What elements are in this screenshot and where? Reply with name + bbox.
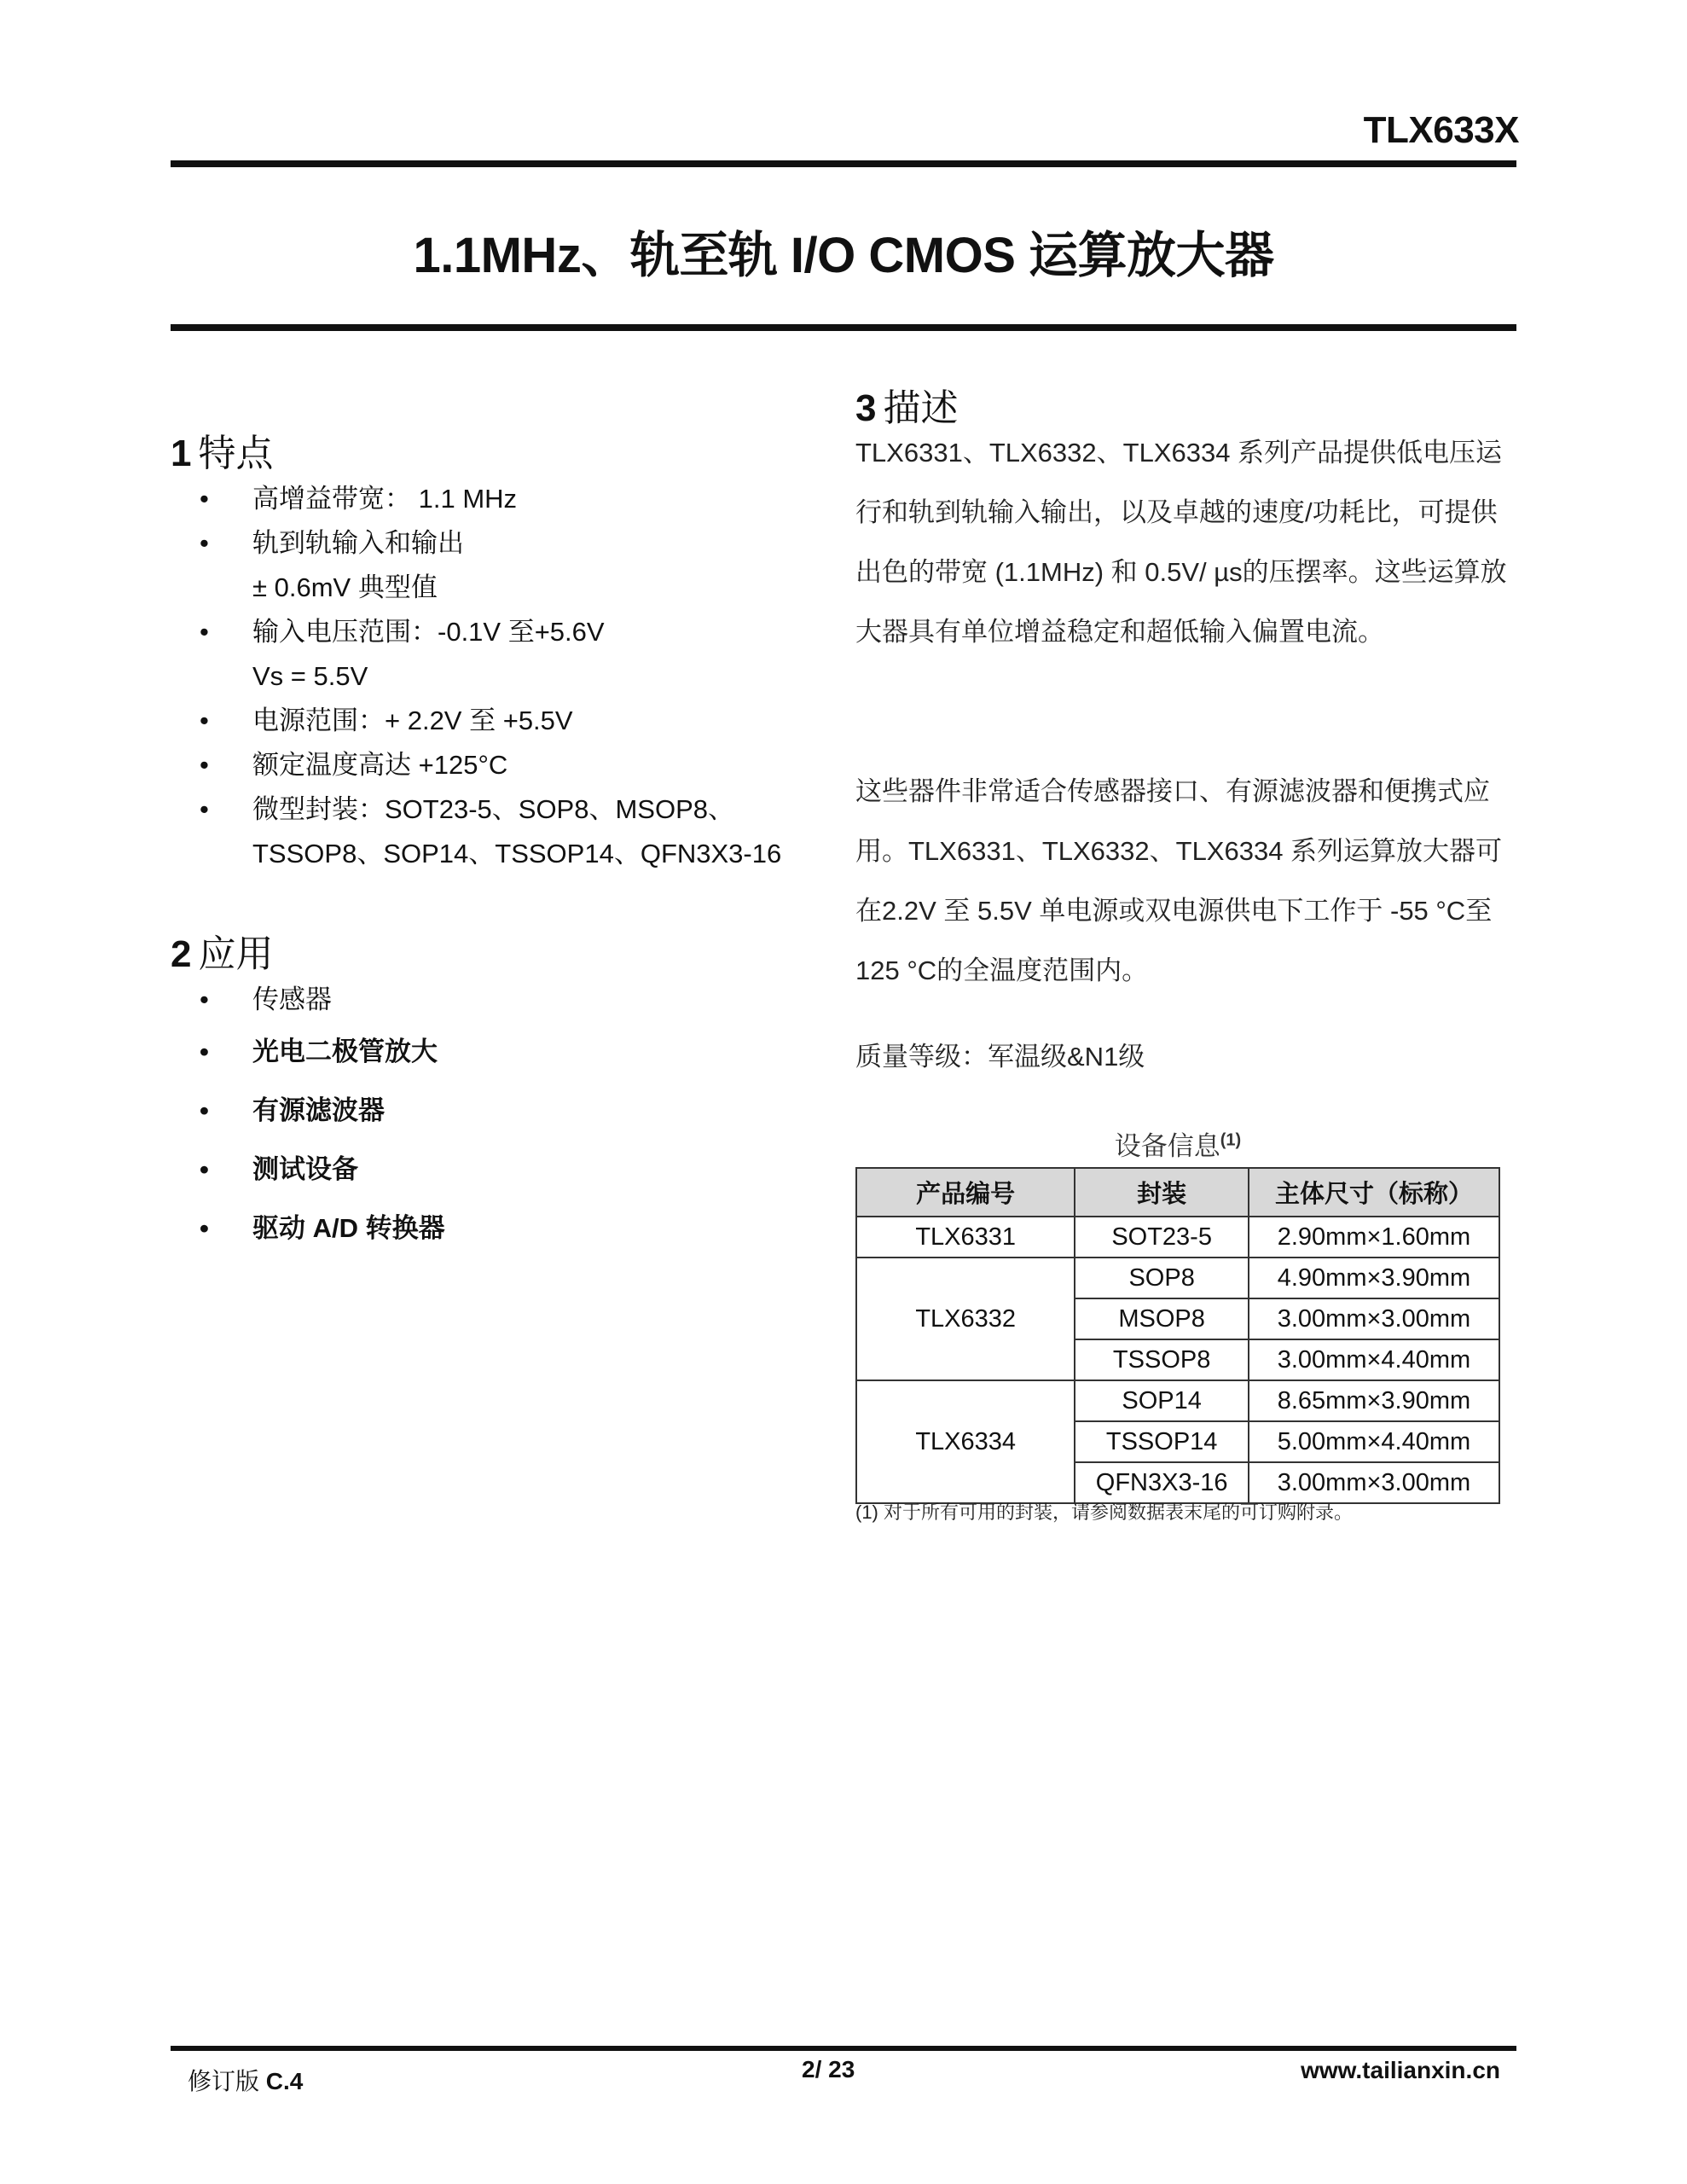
size-cell: 2.90mm×1.60mm (1249, 1217, 1499, 1258)
footer-rule (171, 2046, 1516, 2051)
description-paragraph: TLX6331、TLX6332、TLX6334 系列产品提供低电压运行和轨到轨输入输出，以及卓越的速度/功耗比，可提供出色的带宽 (1.1MHz) 和 0.5V/ µs的压摆率。这些运算放大器具有单位增益稳定和超低输入偏置电流。 (855, 438, 1507, 647)
feature-subline: ± 0.6mV 典型值 (252, 572, 438, 602)
page-title: 1.1MHz、轨至轨 I/O CMOS 运算放大器 (413, 228, 1274, 283)
feature-line: • 轨到轨输入和输出 (252, 528, 464, 558)
package-cell: SOP14 (1075, 1380, 1249, 1421)
section-number: 1 (171, 433, 192, 474)
section-title: 应用 (198, 933, 274, 975)
table-row (856, 1258, 1499, 1298)
feature-line: • 输入电压范围：-0.1V 至+5.6V (252, 617, 605, 647)
size-cell: 3.00mm×3.00mm (1249, 1462, 1499, 1503)
feature-subline: TSSOP8、SOP14、TSSOP14、QFN3X3-16 (252, 839, 782, 868)
website-link[interactable]: www.tailianxin.cn (1301, 2057, 1500, 2083)
table-header-row (856, 1168, 1499, 1217)
feature-line: • 微型封装：SOT23-5、SOP8、MSOP8、 (252, 794, 735, 824)
part-number-cell: TLX6334 (856, 1380, 1075, 1503)
list-item: • 光电二极管放大 (171, 1022, 819, 1081)
package-cell: SOT23-5 (1075, 1217, 1249, 1258)
size-cell: 5.00mm×4.40mm (1249, 1421, 1499, 1462)
section-number: 2 (171, 933, 192, 975)
size-cell: 3.00mm×3.00mm (1249, 1298, 1499, 1339)
footnote-marker: (1) (1220, 1130, 1242, 1150)
table-footnote: (1) 对于所有可用的封装，请参阅数据表末尾的可订购附录。 (855, 1502, 1354, 1523)
column-header: 封装 (1075, 1168, 1249, 1217)
list-item (171, 787, 819, 876)
part-number-cell: TLX6332 (856, 1258, 1075, 1380)
list-item: • 传感器 (171, 978, 819, 1022)
features-section (171, 422, 819, 876)
size-cell: 8.65mm×3.90mm (1249, 1380, 1499, 1421)
package-cell: SOP8 (1075, 1258, 1249, 1298)
feature-subline: Vs = 5.5V (252, 661, 368, 691)
package-cell: TSSOP14 (1075, 1421, 1249, 1462)
device-info-table (855, 1167, 1500, 1504)
feature-line: • 高增益带宽： 1.1 MHz (252, 484, 518, 514)
list-item: • 驱动 A/D 转换器 (171, 1199, 819, 1258)
applications-list (171, 978, 819, 1258)
page-number: 2/ 23 (802, 2056, 855, 2082)
list-item (171, 743, 819, 787)
list-item (171, 521, 819, 610)
section-title: 特点 (198, 433, 274, 474)
applications-section (171, 923, 819, 1258)
document-code: TLX633X (1363, 109, 1519, 151)
section-number: 3 (855, 387, 877, 429)
section-title: 描述 (883, 387, 959, 429)
table-caption-text: 设备信息 (1114, 1131, 1220, 1161)
list-item (171, 610, 819, 699)
list-item: • 测试设备 (171, 1140, 819, 1199)
size-cell: 4.90mm×3.90mm (1249, 1258, 1499, 1298)
column-header: 产品编号 (856, 1168, 1075, 1217)
size-cell: 3.00mm×4.40mm (1249, 1339, 1499, 1380)
quality-grade: 质量等级：军温级&N1级 (855, 1042, 1145, 1072)
description-paragraph: 这些器件非常适合传感器接口、有源滤波器和便携式应用。TLX6331、TLX6332、TLX6334 系列运算放大器可在2.2V 至 5.5V 单电源或双电源供电下工作于 -55 °C至 125 °C的全温度范围内。 (855, 776, 1503, 985)
revision-value: C.4 (265, 2068, 304, 2094)
package-cell: QFN3X3-16 (1075, 1462, 1249, 1503)
feature-line: • 额定温度高达 +125°C (252, 750, 508, 780)
package-cell: TSSOP8 (1075, 1339, 1249, 1380)
header-rule (171, 160, 1516, 167)
table-caption (855, 1124, 1500, 1163)
part-number-cell: TLX6331 (856, 1217, 1075, 1258)
applications-heading (171, 923, 819, 978)
list-item: • 有源滤波器 (171, 1081, 819, 1140)
revision-label (188, 2063, 303, 2097)
list-item (171, 699, 819, 743)
feature-line: • 电源范围：+ 2.2V 至 +5.5V (252, 706, 573, 735)
title-rule (171, 324, 1516, 331)
revision-prefix: 修订版 (188, 2068, 260, 2094)
table-row (856, 1217, 1499, 1258)
list-item (171, 477, 819, 521)
features-heading (171, 422, 819, 477)
table-row (856, 1380, 1499, 1421)
features-list (171, 477, 819, 876)
package-cell: MSOP8 (1075, 1298, 1249, 1339)
column-header: 主体尺寸（标称） (1249, 1168, 1499, 1217)
